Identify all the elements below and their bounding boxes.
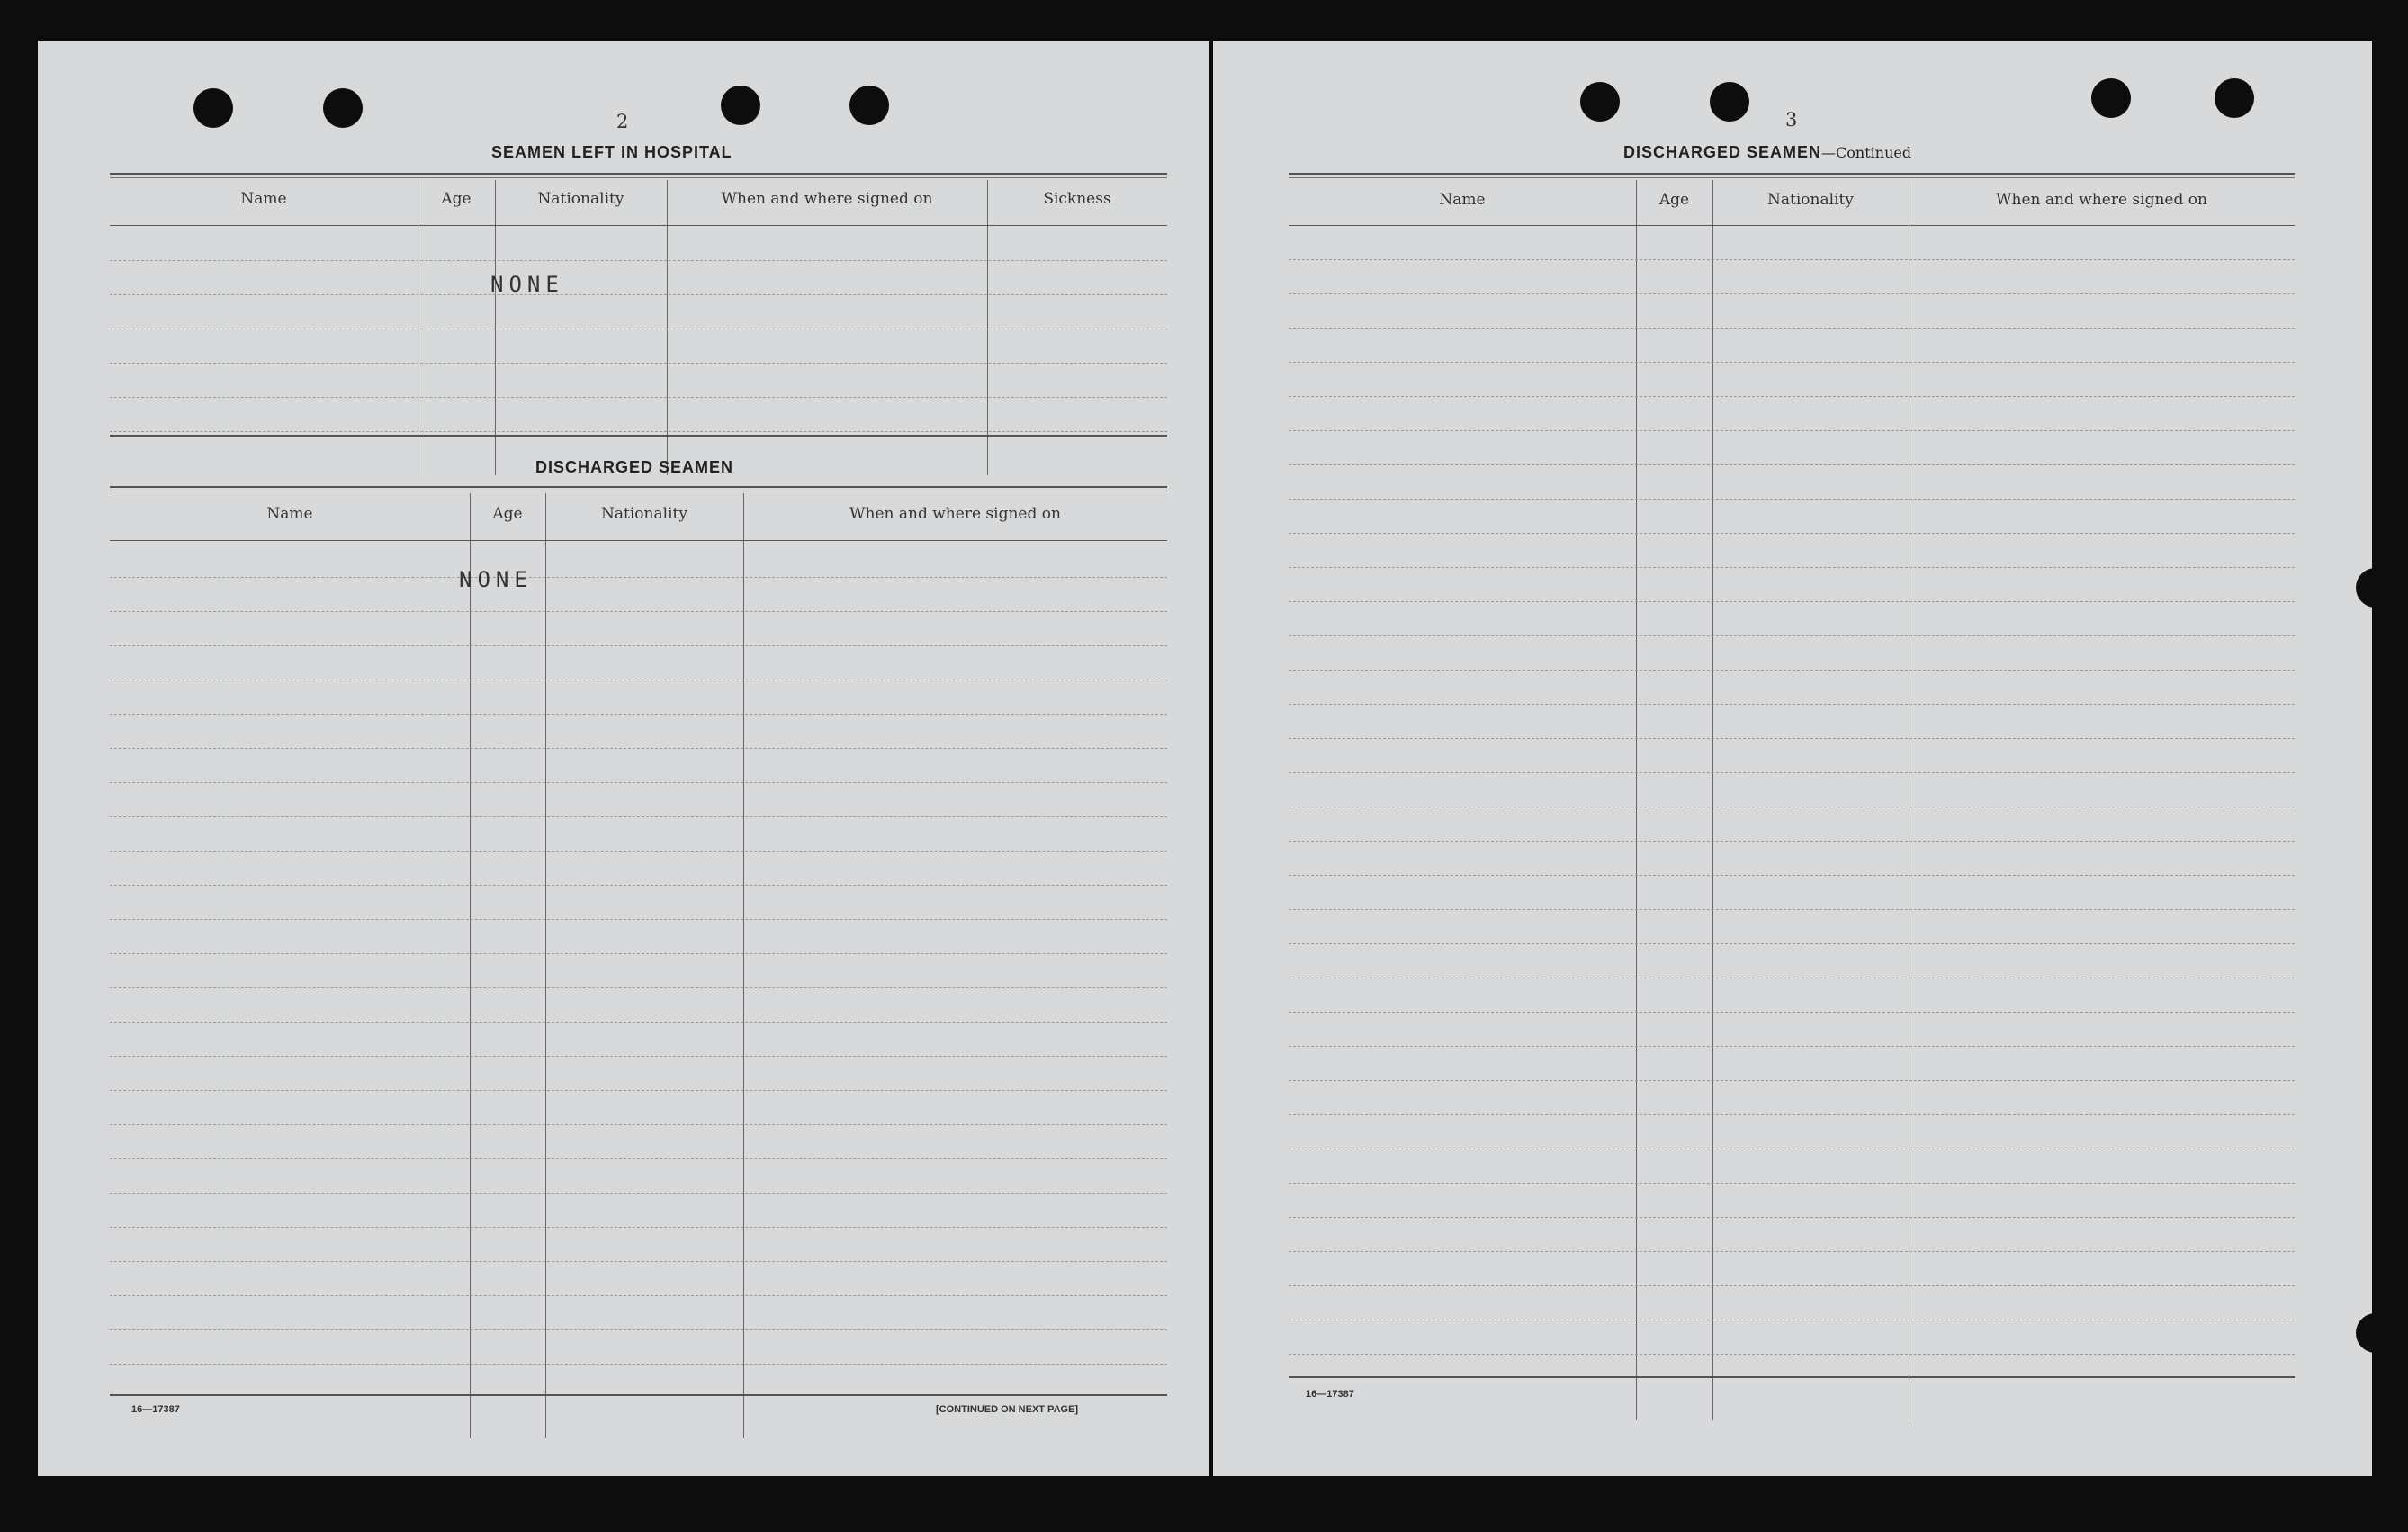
entry-line bbox=[1289, 1046, 2295, 1047]
col-head-name: Name bbox=[1439, 191, 1486, 209]
entry-line bbox=[110, 397, 1167, 398]
continued-note: [CONTINUED ON NEXT PAGE] bbox=[936, 1404, 1079, 1415]
entry-line bbox=[1289, 772, 2295, 773]
entry-line bbox=[1289, 1217, 2295, 1218]
entry-line bbox=[110, 260, 1167, 261]
entry-line bbox=[1289, 1354, 2295, 1355]
col-head-age: Age bbox=[441, 190, 472, 208]
entry-line bbox=[110, 816, 1167, 817]
entry-line bbox=[110, 1364, 1167, 1365]
punch-hole bbox=[849, 86, 889, 125]
col-head-age: Age bbox=[1658, 191, 1690, 209]
entry-line bbox=[110, 294, 1167, 295]
punch-hole bbox=[2215, 78, 2254, 118]
entry-line bbox=[110, 1124, 1167, 1125]
column-divider bbox=[1636, 180, 1637, 1420]
discharged-section-title: DISCHARGED SEAMEN bbox=[535, 458, 734, 476]
table-bottom-rule bbox=[110, 435, 1167, 437]
discharged-entry-typed: NONE bbox=[459, 567, 533, 592]
entry-line bbox=[110, 1227, 1167, 1228]
entry-line bbox=[1289, 841, 2295, 842]
entry-line bbox=[1289, 430, 2295, 431]
entry-line bbox=[1289, 738, 2295, 739]
col-head-signed-on: When and where signed on bbox=[721, 190, 933, 208]
table-bottom-rule bbox=[110, 1394, 1167, 1396]
form-number: 16—17387 bbox=[1306, 1389, 1354, 1400]
entry-line bbox=[110, 714, 1167, 715]
entry-line bbox=[1289, 259, 2295, 260]
header-rule bbox=[1289, 225, 2295, 226]
punch-hole bbox=[2091, 78, 2131, 118]
page-number: 3 bbox=[1785, 109, 1798, 131]
entry-line bbox=[1289, 1251, 2295, 1252]
hospital-section-title: SEAMEN LEFT IN HOSPITAL bbox=[491, 143, 732, 161]
punch-hole bbox=[1580, 82, 1620, 122]
entry-line bbox=[110, 1158, 1167, 1159]
punch-hole bbox=[1710, 82, 1749, 122]
left-page bbox=[38, 41, 1209, 1476]
entry-line bbox=[110, 363, 1167, 364]
entry-line bbox=[1289, 635, 2295, 636]
entry-line bbox=[110, 851, 1167, 852]
table-top-rule bbox=[1289, 173, 2295, 178]
col-head-nationality: Nationality bbox=[537, 190, 624, 208]
entry-line bbox=[110, 645, 1167, 646]
entry-line bbox=[110, 611, 1167, 612]
table-bottom-rule bbox=[1289, 1376, 2295, 1378]
entry-line bbox=[1289, 1285, 2295, 1286]
entry-line bbox=[1289, 1114, 2295, 1115]
entry-line bbox=[1289, 328, 2295, 329]
col-head-name: Name bbox=[266, 505, 313, 523]
entry-line bbox=[1289, 704, 2295, 705]
table-top-rule bbox=[110, 173, 1167, 178]
column-divider bbox=[470, 493, 471, 1438]
entry-line bbox=[1289, 1183, 2295, 1184]
entry-line bbox=[110, 1329, 1167, 1330]
punch-hole bbox=[721, 86, 760, 125]
header-rule bbox=[110, 225, 1167, 226]
form-number: 16—17387 bbox=[131, 1404, 180, 1415]
entry-line bbox=[110, 919, 1167, 920]
column-divider bbox=[545, 493, 546, 1438]
entry-line bbox=[1289, 362, 2295, 363]
entry-line bbox=[1289, 909, 2295, 910]
entry-line bbox=[1289, 601, 2295, 602]
entry-line bbox=[110, 782, 1167, 783]
entry-line bbox=[110, 1295, 1167, 1296]
col-head-sickness: Sickness bbox=[1043, 190, 1111, 208]
column-divider bbox=[1712, 180, 1713, 1420]
entry-line bbox=[110, 1193, 1167, 1194]
entry-line bbox=[110, 1261, 1167, 1262]
entry-line bbox=[110, 885, 1167, 886]
entry-line bbox=[110, 987, 1167, 988]
discharged-continued-title bbox=[1623, 143, 1911, 162]
entry-line bbox=[1289, 1012, 2295, 1013]
hospital-entry-typed: NONE bbox=[490, 272, 564, 297]
entry-line bbox=[110, 1090, 1167, 1091]
entry-line bbox=[110, 748, 1167, 749]
title-suffix: —Continued bbox=[1821, 144, 1912, 161]
entry-line bbox=[1289, 293, 2295, 294]
entry-line bbox=[110, 953, 1167, 954]
column-divider bbox=[743, 493, 744, 1438]
punch-hole bbox=[2356, 568, 2388, 608]
col-head-signed-on: When and where signed on bbox=[1996, 191, 2207, 209]
page-number: 2 bbox=[616, 111, 629, 132]
punch-hole bbox=[323, 88, 363, 128]
entry-line bbox=[1289, 670, 2295, 671]
entry-line bbox=[110, 1022, 1167, 1023]
col-head-signed-on: When and where signed on bbox=[849, 505, 1061, 523]
col-head-nationality: Nationality bbox=[601, 505, 687, 523]
entry-line bbox=[1289, 464, 2295, 465]
col-head-age: Age bbox=[492, 505, 523, 523]
entry-line bbox=[1289, 567, 2295, 568]
entry-line bbox=[1289, 533, 2295, 534]
entry-line bbox=[1289, 499, 2295, 500]
entry-line bbox=[110, 1056, 1167, 1057]
entry-line bbox=[110, 431, 1167, 432]
col-head-nationality: Nationality bbox=[1767, 191, 1854, 209]
entry-line bbox=[110, 577, 1167, 578]
col-head-name: Name bbox=[240, 190, 287, 208]
title-main: DISCHARGED SEAMEN bbox=[1623, 143, 1822, 161]
punch-hole bbox=[2356, 1313, 2388, 1353]
entry-line bbox=[1289, 1080, 2295, 1081]
entry-line bbox=[1289, 943, 2295, 944]
punch-hole bbox=[193, 88, 233, 128]
right-page bbox=[1213, 41, 2372, 1476]
entry-line bbox=[1289, 875, 2295, 876]
entry-line bbox=[1289, 396, 2295, 397]
header-rule bbox=[110, 540, 1167, 541]
table-top-rule bbox=[110, 486, 1167, 491]
